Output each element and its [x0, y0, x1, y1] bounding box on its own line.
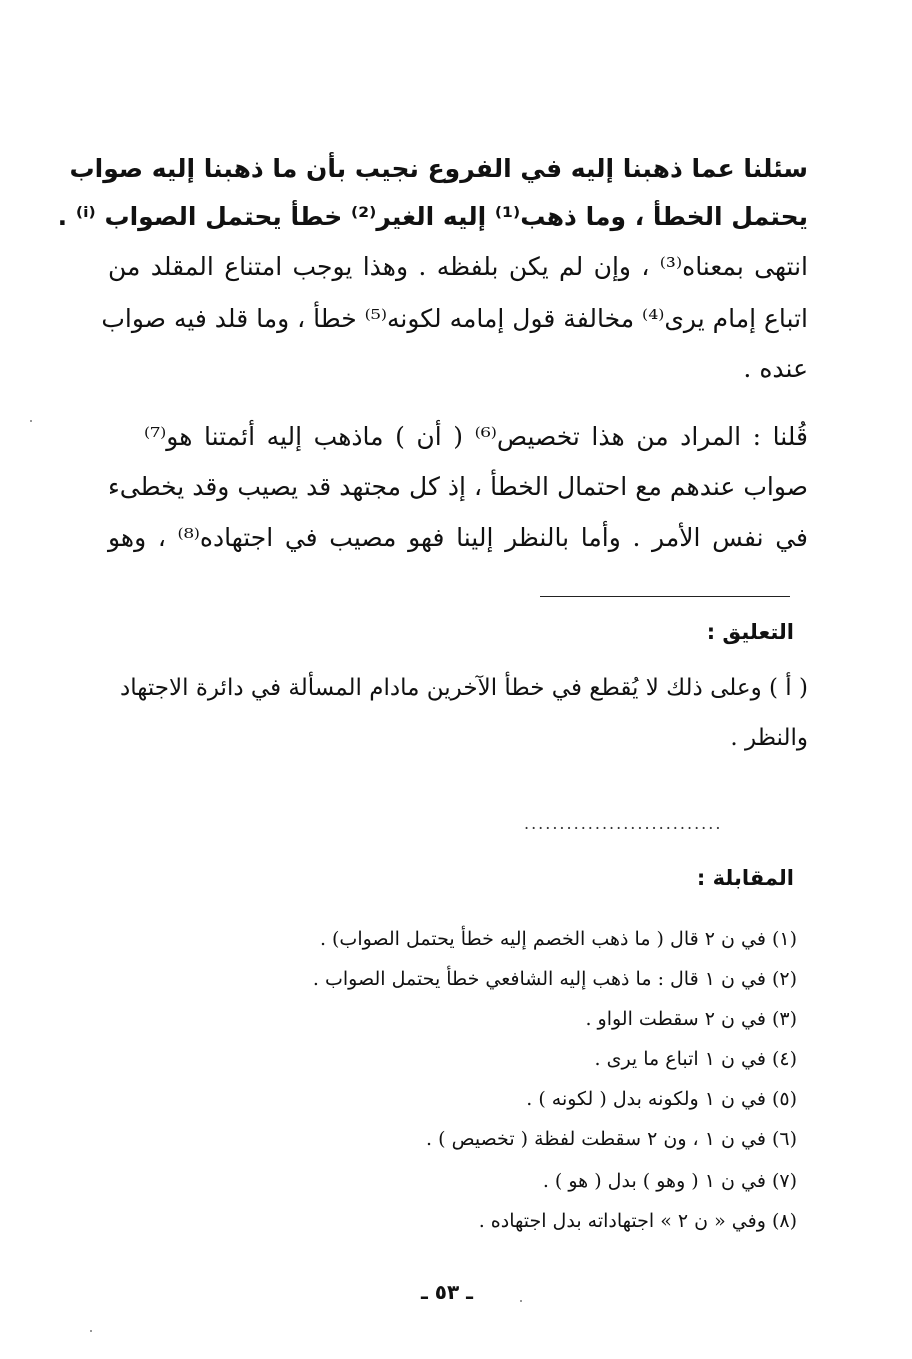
page-number: ـ ٥٣ ـ — [420, 1280, 474, 1304]
body-line-3: عنده . — [743, 354, 808, 383]
variant-note-7: (٧) في ن ١ ( وهو ) بدل ( هو ) . — [542, 1170, 797, 1192]
para2-line-3: في نفس الأمر . وأما بالنظر إلينا فهو مصيب في اجتهاده⁽⁸⁾ ، وهو — [108, 523, 809, 552]
scan-speck — [90, 1330, 92, 1332]
variant-note-3: (٣) في ن ٢ سقطت الواو . — [585, 1008, 797, 1030]
scan-speck — [30, 420, 32, 422]
quote-line-2: يحتمل الخطأ ، وما ذهب⁽¹⁾ إليه الغير⁽²⁾ خطأ يحتمل الصواب ⁽ⁱ⁾ . — [57, 202, 808, 231]
collation-heading: المقابلة : — [696, 866, 794, 890]
body-line-1: انتهى بمعناه⁽³⁾ ، وإن لم يكن بلفظه . وهذا يوجب امتناع المقلد من — [108, 252, 808, 281]
para2-line-2: صواب عندهم مع احتمال الخطأ ، إذ كل مجتهد قد يصيب وقد يخطىء — [108, 472, 808, 501]
footnote-separator — [540, 596, 790, 597]
variant-note-2: (٢) في ن ١ قال : ما ذهب إليه الشافعي خطأ يحتمل الصواب . — [312, 968, 797, 990]
variant-note-1: (١) في ن ٢ قال ( ما ذهب الخصم إليه خطأ يحتمل الصواب) . — [319, 928, 797, 950]
commentary-line-2: والنظر . — [730, 725, 808, 751]
variant-note-8: (٨) وفي « ن ٢ » اجتهاداته بدل اجتهاده . — [478, 1210, 797, 1232]
commentary-line-1: ( أ ) وعلى ذلك لا يُقطع في خطأ الآخرين مادام المسألة في دائرة الاجتهاد — [119, 675, 808, 701]
quote-line-1: سئلنا عما ذهبنا إليه في الفروع نجيب بأن ما ذهبنا إليه صواب — [69, 154, 808, 183]
commentary-heading: التعليق : — [706, 620, 794, 644]
body-line-2: اتباع إمام يرى⁽⁴⁾ مخالفة قول إمامه لكونه⁽⁵⁾ خطأ ، وما قلد فيه صواب — [101, 304, 808, 333]
variant-note-4: (٤) في ن ١ اتباع ما يرى . — [594, 1048, 797, 1070]
dotted-separator: ............................ — [524, 814, 723, 833]
variant-note-5: (٥) في ن ١ ولكونه بدل ( لكونه ) . — [526, 1088, 797, 1110]
para2-line-1: قُلنا : المراد من هذا تخصيص⁽⁶⁾ ( أن ) ماذهب إليه أئمتنا هو⁽⁷⁾ — [144, 422, 808, 451]
scan-speck — [520, 1300, 522, 1302]
variant-note-6: (٦) في ن ١ ، ون ٢ سقطت لفظة ( تخصيص ) . — [426, 1128, 797, 1150]
